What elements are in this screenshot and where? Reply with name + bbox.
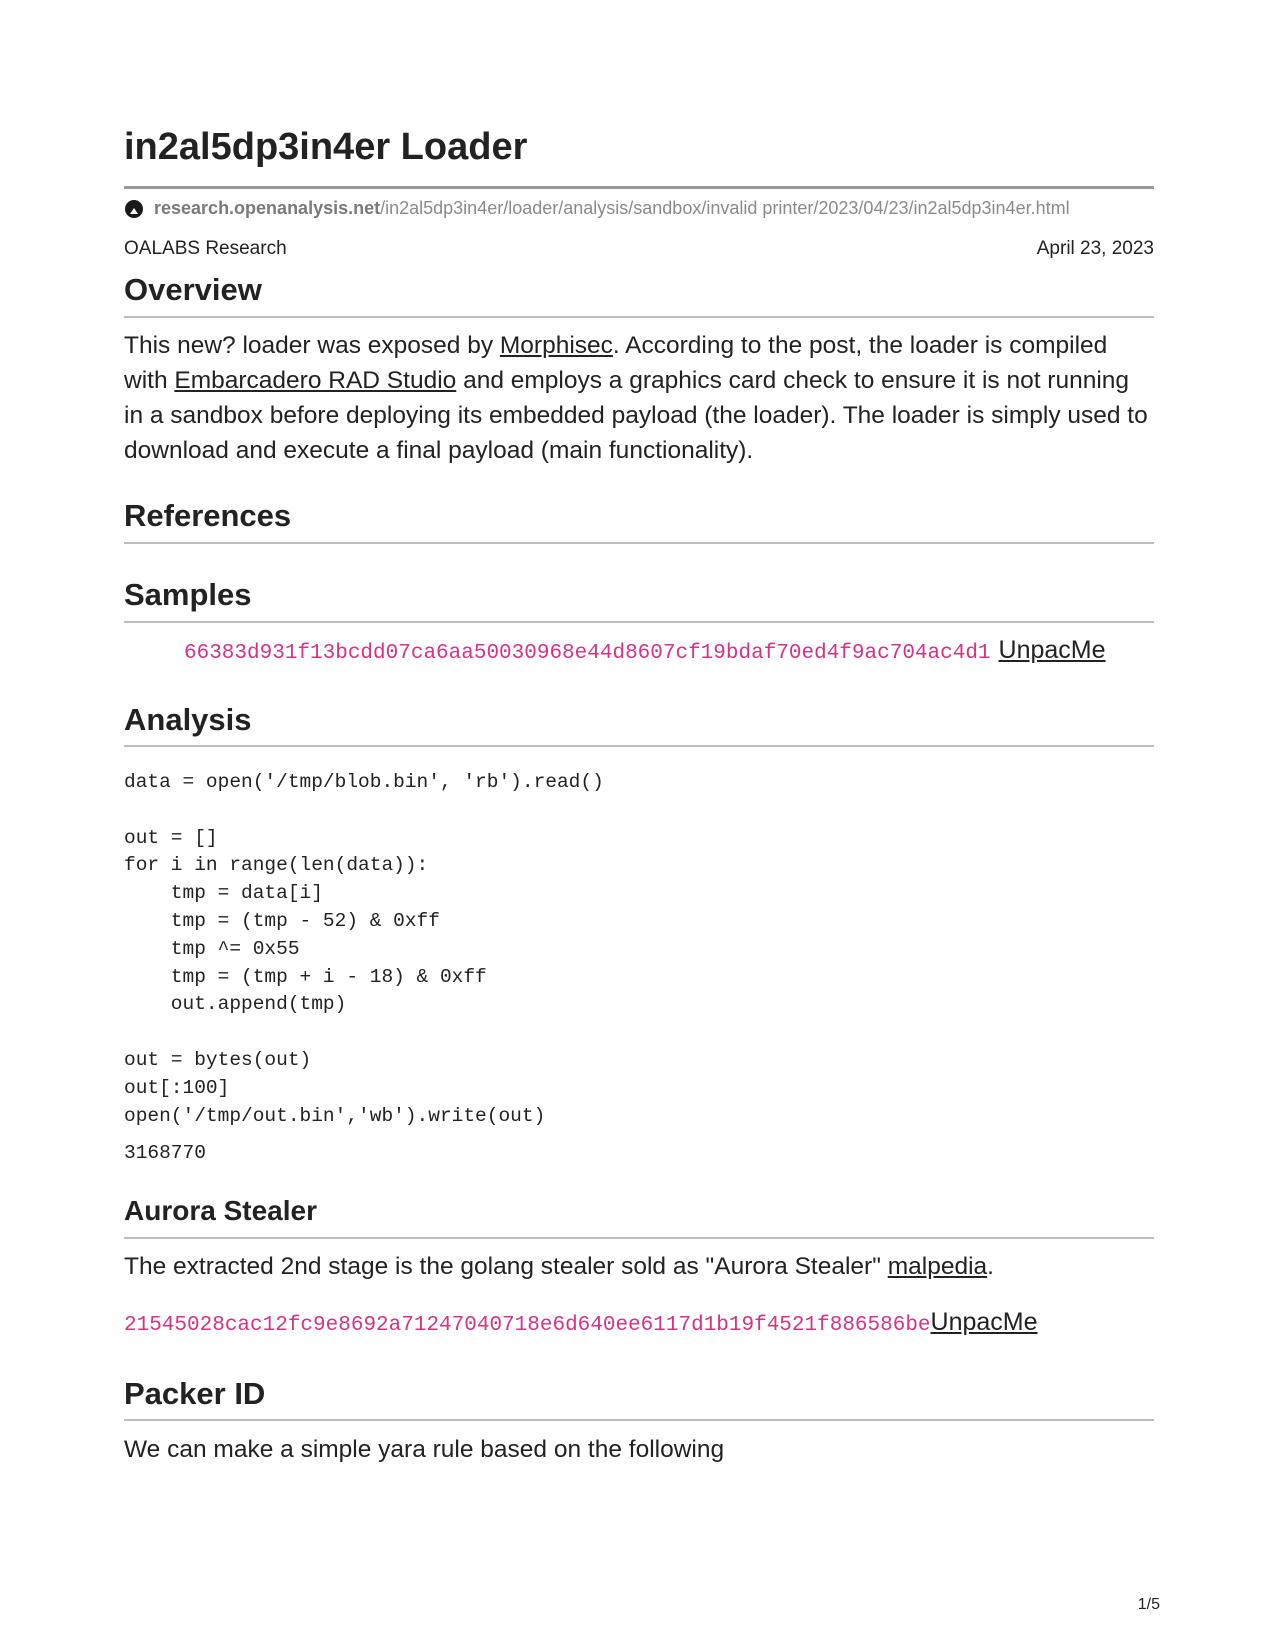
aurora-paragraph	[124, 1249, 1154, 1284]
malpedia-link[interactable]: malpedia	[887, 1253, 988, 1280]
publish-date: April 23, 2023	[1036, 238, 1154, 259]
embarcadero-link[interactable]: Embarcadero RAD Studio	[174, 367, 457, 394]
divider	[124, 316, 1154, 318]
text: The extracted 2nd stage is the golang stealer sold as "Aurora Stealer"	[124, 1253, 888, 1280]
sample-hash: 66383d931f13bcdd07ca6aa50030968e44d8607cf19bdaf70ed4f9ac704ac4d1	[184, 642, 991, 665]
site-logo-icon	[124, 199, 144, 219]
divider	[124, 1419, 1154, 1421]
stage2-hash-row	[124, 1308, 1038, 1337]
source-url[interactable]	[124, 198, 1070, 219]
packer-paragraph: We can make a simple yara rule based on the following	[124, 1436, 725, 1463]
text: .	[987, 1253, 994, 1280]
heading-references: References	[124, 498, 292, 533]
heading-analysis: Analysis	[124, 702, 252, 737]
text: . According to the post, the loader is compiled with	[124, 332, 1108, 394]
overview-paragraph	[124, 328, 1154, 468]
text: This new? loader was exposed by	[124, 332, 500, 359]
text: and employs a graphics card check to ensure it is not running in a sandbox before deploying its embedded payload (the loader). The loader is simply used to download and execute a final payload (main functionality).	[124, 367, 1148, 464]
divider	[124, 542, 1154, 544]
page-title: in2al5dp3in4er Loader	[124, 126, 528, 168]
heading-samples: Samples	[124, 577, 252, 612]
morphisec-link[interactable]: Morphisec	[499, 332, 613, 359]
heading-overview: Overview	[124, 272, 262, 307]
divider	[124, 1237, 1154, 1239]
stage2-hash: 21545028cac12fc9e8692a71247040718e6d640ee6117d1b19f4521f886586be	[124, 1314, 931, 1337]
divider	[124, 621, 1154, 623]
author: OALABS Research	[124, 238, 287, 259]
source-path: /in2al5dp3in4er/loader/analysis/sandbox/invalid printer/2023/04/23/in2al5dp3in4er.html	[380, 198, 1070, 218]
code-block: data = open('/tmp/blob.bin', 'rb').read() out = [] for i in range(len(data)): tmp = data[i] tmp = (tmp - 52) & 0xff tmp ^= 0x55 tmp = (tmp + i - 18) & 0xff out.append(tmp) out = bytes(out) out[:100] open('/tmp/out.bin','wb').write(out)	[124, 771, 604, 1127]
code-output: 3168770	[124, 1142, 206, 1164]
sample-hash-row	[184, 636, 1106, 665]
unpacme-link[interactable]: UnpacMe	[998, 636, 1106, 664]
heading-packer-id: Packer ID	[124, 1376, 266, 1411]
heading-aurora-stealer: Aurora Stealer	[124, 1195, 317, 1226]
title-divider	[124, 186, 1154, 189]
divider	[124, 745, 1154, 747]
unpacme-link[interactable]: UnpacMe	[930, 1308, 1038, 1336]
source-domain: research.openanalysis.net	[154, 198, 381, 218]
page-number: 1/5	[1137, 1596, 1160, 1613]
